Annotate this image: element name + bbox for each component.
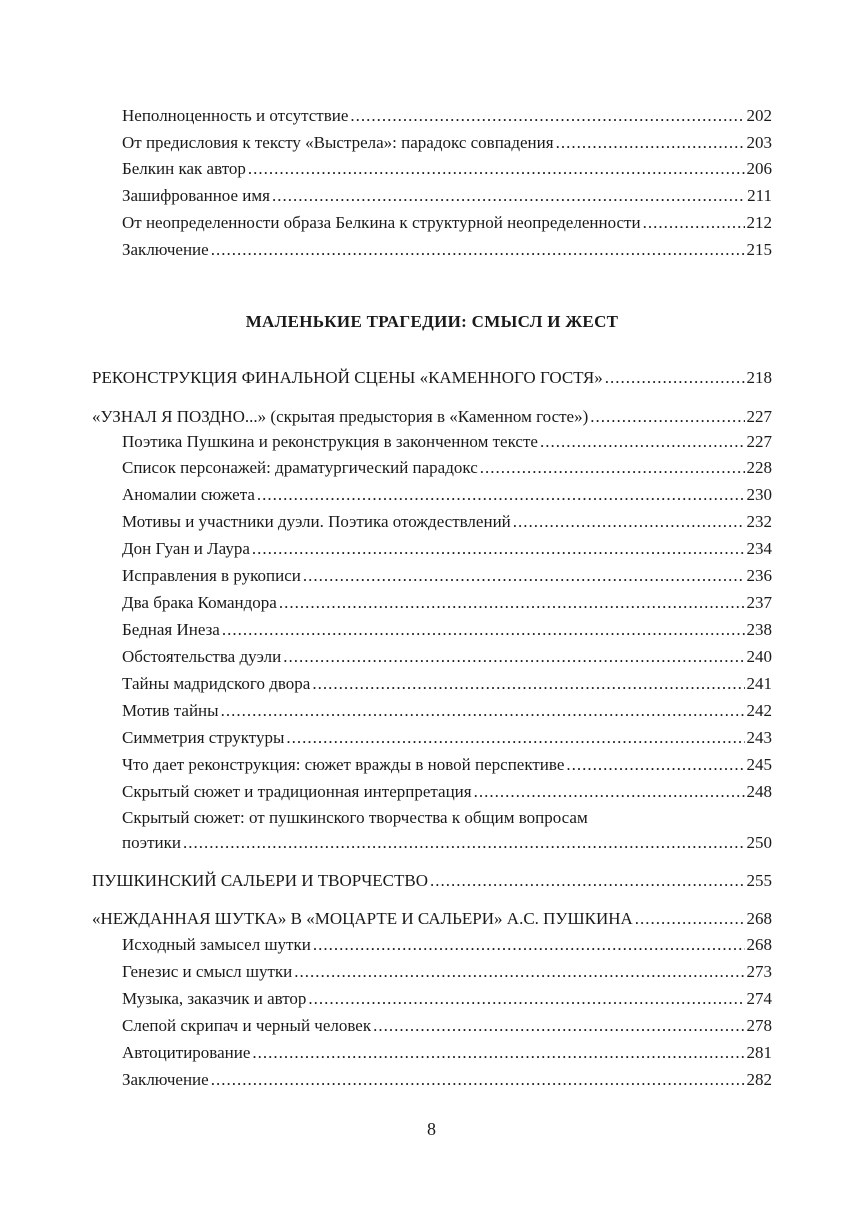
toc-entry-title: Что дает реконструкция: сюжет вражды в новой перспективе	[122, 755, 565, 774]
toc-chapter	[92, 407, 772, 427]
toc-entry-page: 211	[747, 186, 772, 205]
toc-entry	[122, 962, 772, 982]
leader-dots	[566, 755, 744, 775]
page-number: 8	[427, 1119, 436, 1139]
leader-dots	[605, 368, 745, 388]
toc-entry-title: Заключение	[122, 240, 209, 259]
leader-dots	[211, 240, 745, 260]
toc-entry-title: Белкин как автор	[122, 159, 246, 178]
toc-entry	[122, 240, 772, 260]
toc-entry-title: Поэтика Пушкина и реконструкция в законченном тексте	[122, 432, 538, 451]
toc-entry	[122, 728, 772, 748]
toc-entry-page: 241	[746, 674, 772, 693]
toc-entry	[122, 213, 772, 233]
toc-chapter-page: 268	[746, 909, 772, 928]
leader-dots	[513, 512, 745, 532]
toc-entry-page: 230	[746, 485, 772, 504]
toc-entry-page: 236	[746, 566, 772, 585]
section-heading: МАЛЕНЬКИЕ ТРАГЕДИИ: СМЫСЛ И ЖЕСТ	[245, 312, 619, 331]
toc-entry-title: Обстоятельства дуэли	[122, 647, 282, 666]
toc-chapter-title: ПУШКИНСКИЙ САЛЬЕРИ И ТВОРЧЕСТВО	[92, 871, 429, 890]
toc-entry-title: Мотив тайны	[122, 701, 219, 720]
leader-dots	[373, 1016, 744, 1036]
leader-dots	[313, 935, 745, 955]
toc-entry-title: Заключение	[122, 1070, 209, 1089]
toc-entry-title: Аномалии сюжета	[122, 485, 255, 504]
leader-dots	[279, 593, 745, 613]
leader-dots	[294, 962, 744, 982]
toc-entry-title: От неопределенности образа Белкина к структурной неопределенности	[122, 213, 641, 232]
toc-entry-page: 243	[746, 728, 772, 747]
toc-entry-title: От предисловия к тексту «Выстрела»: парадокс совпадения	[122, 133, 554, 152]
toc-entry-page: 250	[746, 833, 772, 852]
toc-entry-title: Музыка, заказчик и автор	[122, 989, 307, 1008]
toc-entry-title: Слепой скрипач и черный человек	[122, 1016, 372, 1035]
toc-entry	[122, 782, 772, 802]
toc-entry	[122, 512, 772, 532]
toc-entry-title-line1: Скрытый сюжет: от пушкинского творчества к общим вопросам	[122, 808, 588, 827]
toc-entry	[122, 539, 772, 559]
toc-entry-page: 282	[746, 1070, 772, 1089]
toc-entry-title: Мотивы и участники дуэли. Поэтика отождествлений	[122, 512, 511, 531]
toc-entry	[122, 935, 772, 955]
toc-entry	[122, 701, 772, 721]
leader-dots	[480, 458, 745, 478]
toc-entry-title: Тайны мадридского двора	[122, 674, 311, 693]
toc-entry	[122, 1016, 772, 1036]
toc-entry-title: Список персонажей: драматургический парадокс	[122, 458, 478, 477]
toc-entry-title: Бедная Инеза	[122, 620, 220, 639]
toc-chapter-page: 255	[746, 871, 772, 890]
toc-entry	[122, 1070, 772, 1090]
toc-entry-title: Исходный замысел шутки	[122, 935, 311, 954]
toc-entry-title: Симметрия структуры	[122, 728, 285, 747]
toc-chapter-page: 218	[746, 368, 772, 387]
toc-entry	[122, 755, 772, 775]
toc-entry	[122, 186, 772, 206]
toc-entry-page: 268	[746, 935, 772, 954]
toc-entry-page: 248	[746, 782, 772, 801]
toc-entry	[122, 485, 772, 505]
toc-entry	[122, 106, 772, 126]
leader-dots	[312, 674, 744, 694]
leader-dots	[211, 1070, 745, 1090]
leader-dots	[430, 871, 744, 891]
toc-entry-title: Неполноценность и отсутствие	[122, 106, 349, 125]
toc-entry-page: 206	[746, 159, 772, 178]
toc-entry	[122, 1043, 772, 1063]
toc-entry-title-line2: поэтики	[122, 833, 181, 852]
leader-dots	[303, 566, 745, 586]
toc-entry-page: 281	[746, 1043, 772, 1062]
toc-entry-page: 237	[746, 593, 772, 612]
toc-entry-title: Скрытый сюжет и традиционная интерпретация	[122, 782, 472, 801]
toc-entry-page: 278	[746, 1016, 772, 1035]
toc-entry	[122, 674, 772, 694]
toc-entry	[122, 620, 772, 640]
toc-entry-page: 232	[746, 512, 772, 531]
leader-dots	[556, 133, 745, 153]
toc-entry	[122, 159, 772, 179]
leader-dots	[643, 213, 745, 233]
leader-dots	[286, 728, 744, 748]
toc-entry-title: Дон Гуан и Лаура	[122, 539, 250, 558]
toc-entry-page: 242	[746, 701, 772, 720]
toc-entry-title: Исправления в рукописи	[122, 566, 301, 585]
toc-entry-page: 228	[746, 458, 772, 477]
leader-dots	[222, 620, 745, 640]
toc-entry	[122, 833, 772, 853]
toc-entry-title: Автоцитирование	[122, 1043, 251, 1062]
toc-entry-title: Генезис и смысл шутки	[122, 962, 293, 981]
toc-entry-page: 245	[746, 755, 772, 774]
leader-dots	[248, 159, 745, 179]
toc-entry	[122, 647, 772, 667]
toc-entry-page: 274	[746, 989, 772, 1008]
leader-dots	[540, 432, 745, 452]
toc-entry-page: 240	[746, 647, 772, 666]
toc-entry	[122, 458, 772, 478]
toc-entry-page: 212	[746, 213, 772, 232]
toc-entry-page: 215	[746, 240, 772, 259]
toc-entry-title: Два брака Командора	[122, 593, 277, 612]
leader-dots	[252, 539, 745, 559]
leader-dots	[252, 1043, 744, 1063]
leader-dots	[272, 186, 745, 206]
toc-entry-page: 202	[746, 106, 772, 125]
toc-entry	[122, 566, 772, 586]
toc-entry-page: 238	[746, 620, 772, 639]
leader-dots	[308, 989, 744, 1009]
toc-chapter-title: «УЗНАЛ Я ПОЗДНО...» (скрытая предыстория в «Каменном госте»)	[92, 407, 589, 426]
leader-dots	[283, 647, 744, 667]
leader-dots	[590, 407, 744, 427]
toc-chapter-title: РЕКОНСТРУКЦИЯ ФИНАЛЬНОЙ СЦЕНЫ «КАМЕННОГО ГОСТЯ»	[92, 368, 603, 387]
leader-dots	[635, 909, 745, 929]
toc-entry	[122, 989, 772, 1009]
toc-chapter	[92, 909, 772, 929]
leader-dots	[474, 782, 745, 802]
toc-chapter	[92, 871, 772, 891]
leader-dots	[350, 106, 744, 126]
toc-chapter	[92, 368, 772, 388]
toc-chapter-title: «НЕЖДАННАЯ ШУТКА» В «МОЦАРТЕ И САЛЬЕРИ» А.С. ПУШКИНА	[92, 909, 633, 928]
toc-chapter-page: 227	[746, 407, 772, 426]
toc-entry-page: 227	[746, 432, 772, 451]
leader-dots	[257, 485, 745, 505]
leader-dots	[183, 833, 745, 853]
toc-entry-page: 203	[746, 133, 772, 152]
toc-entry	[122, 593, 772, 613]
toc-entry	[122, 432, 772, 452]
table-of-contents	[92, 0, 772, 1229]
toc-entry-page: 234	[746, 539, 772, 558]
toc-entry	[122, 133, 772, 153]
leader-dots	[221, 701, 745, 721]
toc-entry-title: Зашифрованное имя	[122, 186, 270, 205]
toc-entry-page: 273	[746, 962, 772, 981]
